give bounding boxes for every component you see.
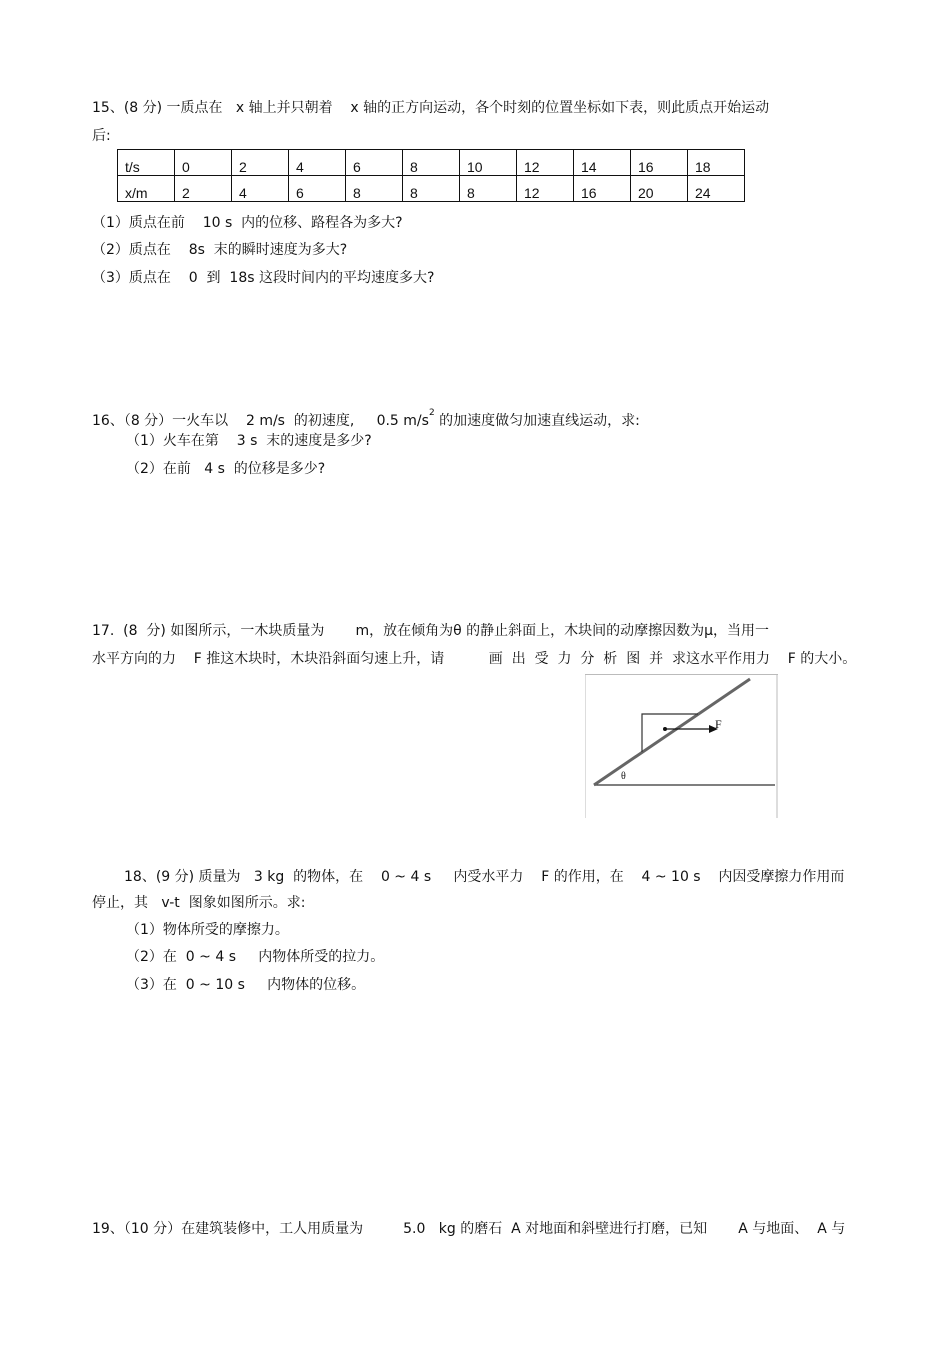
q17-stem-line2: 水平方向的力 F 推这木块时，木块沿斜面匀速上升，请 画 出 受 力 分 析 图 并 求这水平作用力 F 的大小。: [92, 651, 857, 667]
table-cell: 4: [232, 176, 289, 202]
q16-exponent: 2: [428, 408, 435, 418]
q19-stem-line1: 19、（10 分）在建筑装修中，工人用质量为 5.0 kg 的磨石 A 对地面和斜壁进行打磨，已知 A 与地面、 A 与: [92, 1221, 846, 1237]
table-cell: 8: [346, 176, 403, 202]
q16-stem-a: 16、（8 分）一火车以 2 m/s 的初速度, 0.5 m/s: [92, 413, 429, 429]
table-cell: 12: [517, 176, 574, 202]
q16-sub1: （1）火车在第 3 s 末的速度是多少?: [126, 433, 372, 449]
position-time-table: [117, 149, 745, 202]
table-cell: 8: [460, 176, 517, 202]
table-cell: 2: [232, 150, 289, 176]
table-cell: 10: [460, 150, 517, 176]
table-row-time: [118, 150, 745, 176]
q17-stem-line1: 17. (8 分) 如图所示，一木块质量为 m，放在倾角为θ 的静止斜面上，木块间的动摩擦因数为μ，当用一: [92, 623, 770, 639]
table-row-position: [118, 176, 745, 202]
q18-stem-line1: 18、(9 分) 质量为 3 kg 的物体，在 0 ~ 4 s 内受水平力 F 的作用，在 4 ~ 10 s 内因受摩擦力作用而: [124, 869, 845, 885]
q18-sub3: （3）在 0 ~ 10 s 内物体的位移。: [126, 977, 366, 993]
table-cell: 20: [631, 176, 688, 202]
q15-sub3: （3）质点在 0 到 18s 这段时间内的平均速度多大?: [92, 270, 435, 286]
table-cell: 14: [574, 150, 631, 176]
table-cell: 6: [289, 176, 346, 202]
q18-sub2: （2）在 0 ~ 4 s 内物体所受的拉力。: [126, 949, 385, 965]
q18-stem-line2: 停止，其 v-t 图象如图所示。求:: [92, 895, 306, 911]
q16-sub2: （2）在前 4 s 的位移是多少?: [126, 461, 326, 477]
q15-stem-line1: 15、(8 分) 一质点在 x 轴上并只朝着 x 轴的正方向运动，各个时刻的位置坐标如下表，则此质点开始运动: [92, 100, 770, 116]
incline-figure: [585, 674, 778, 818]
q15-stem-line2: 后:: [92, 128, 111, 144]
q16-stem: [92, 404, 640, 430]
q15-sub1: （1）质点在前 10 s 内的位移、路程各为多大?: [92, 215, 403, 231]
table-cell: 6: [346, 150, 403, 176]
table-cell: 24: [688, 176, 745, 202]
force-label: F: [715, 717, 722, 731]
table-cell: 0: [175, 150, 232, 176]
table-cell: 2: [175, 176, 232, 202]
q18-sub1: （1）物体所受的摩擦力。: [126, 922, 289, 938]
q15-sub2: （2）质点在 8s 末的瞬时速度为多大?: [92, 242, 348, 258]
table-cell: 18: [688, 150, 745, 176]
table-cell: 8: [403, 150, 460, 176]
incline-surface: [594, 679, 750, 785]
table-cell: 12: [517, 150, 574, 176]
row-label-time: t/s: [118, 150, 175, 176]
table-cell: 16: [631, 150, 688, 176]
table-cell: 16: [574, 176, 631, 202]
angle-label: θ: [621, 771, 626, 782]
table-cell: 4: [289, 150, 346, 176]
q16-stem-b: 的加速度做匀加速直线运动，求:: [434, 413, 640, 429]
table-cell: 8: [403, 176, 460, 202]
row-label-position: x/m: [118, 176, 175, 202]
